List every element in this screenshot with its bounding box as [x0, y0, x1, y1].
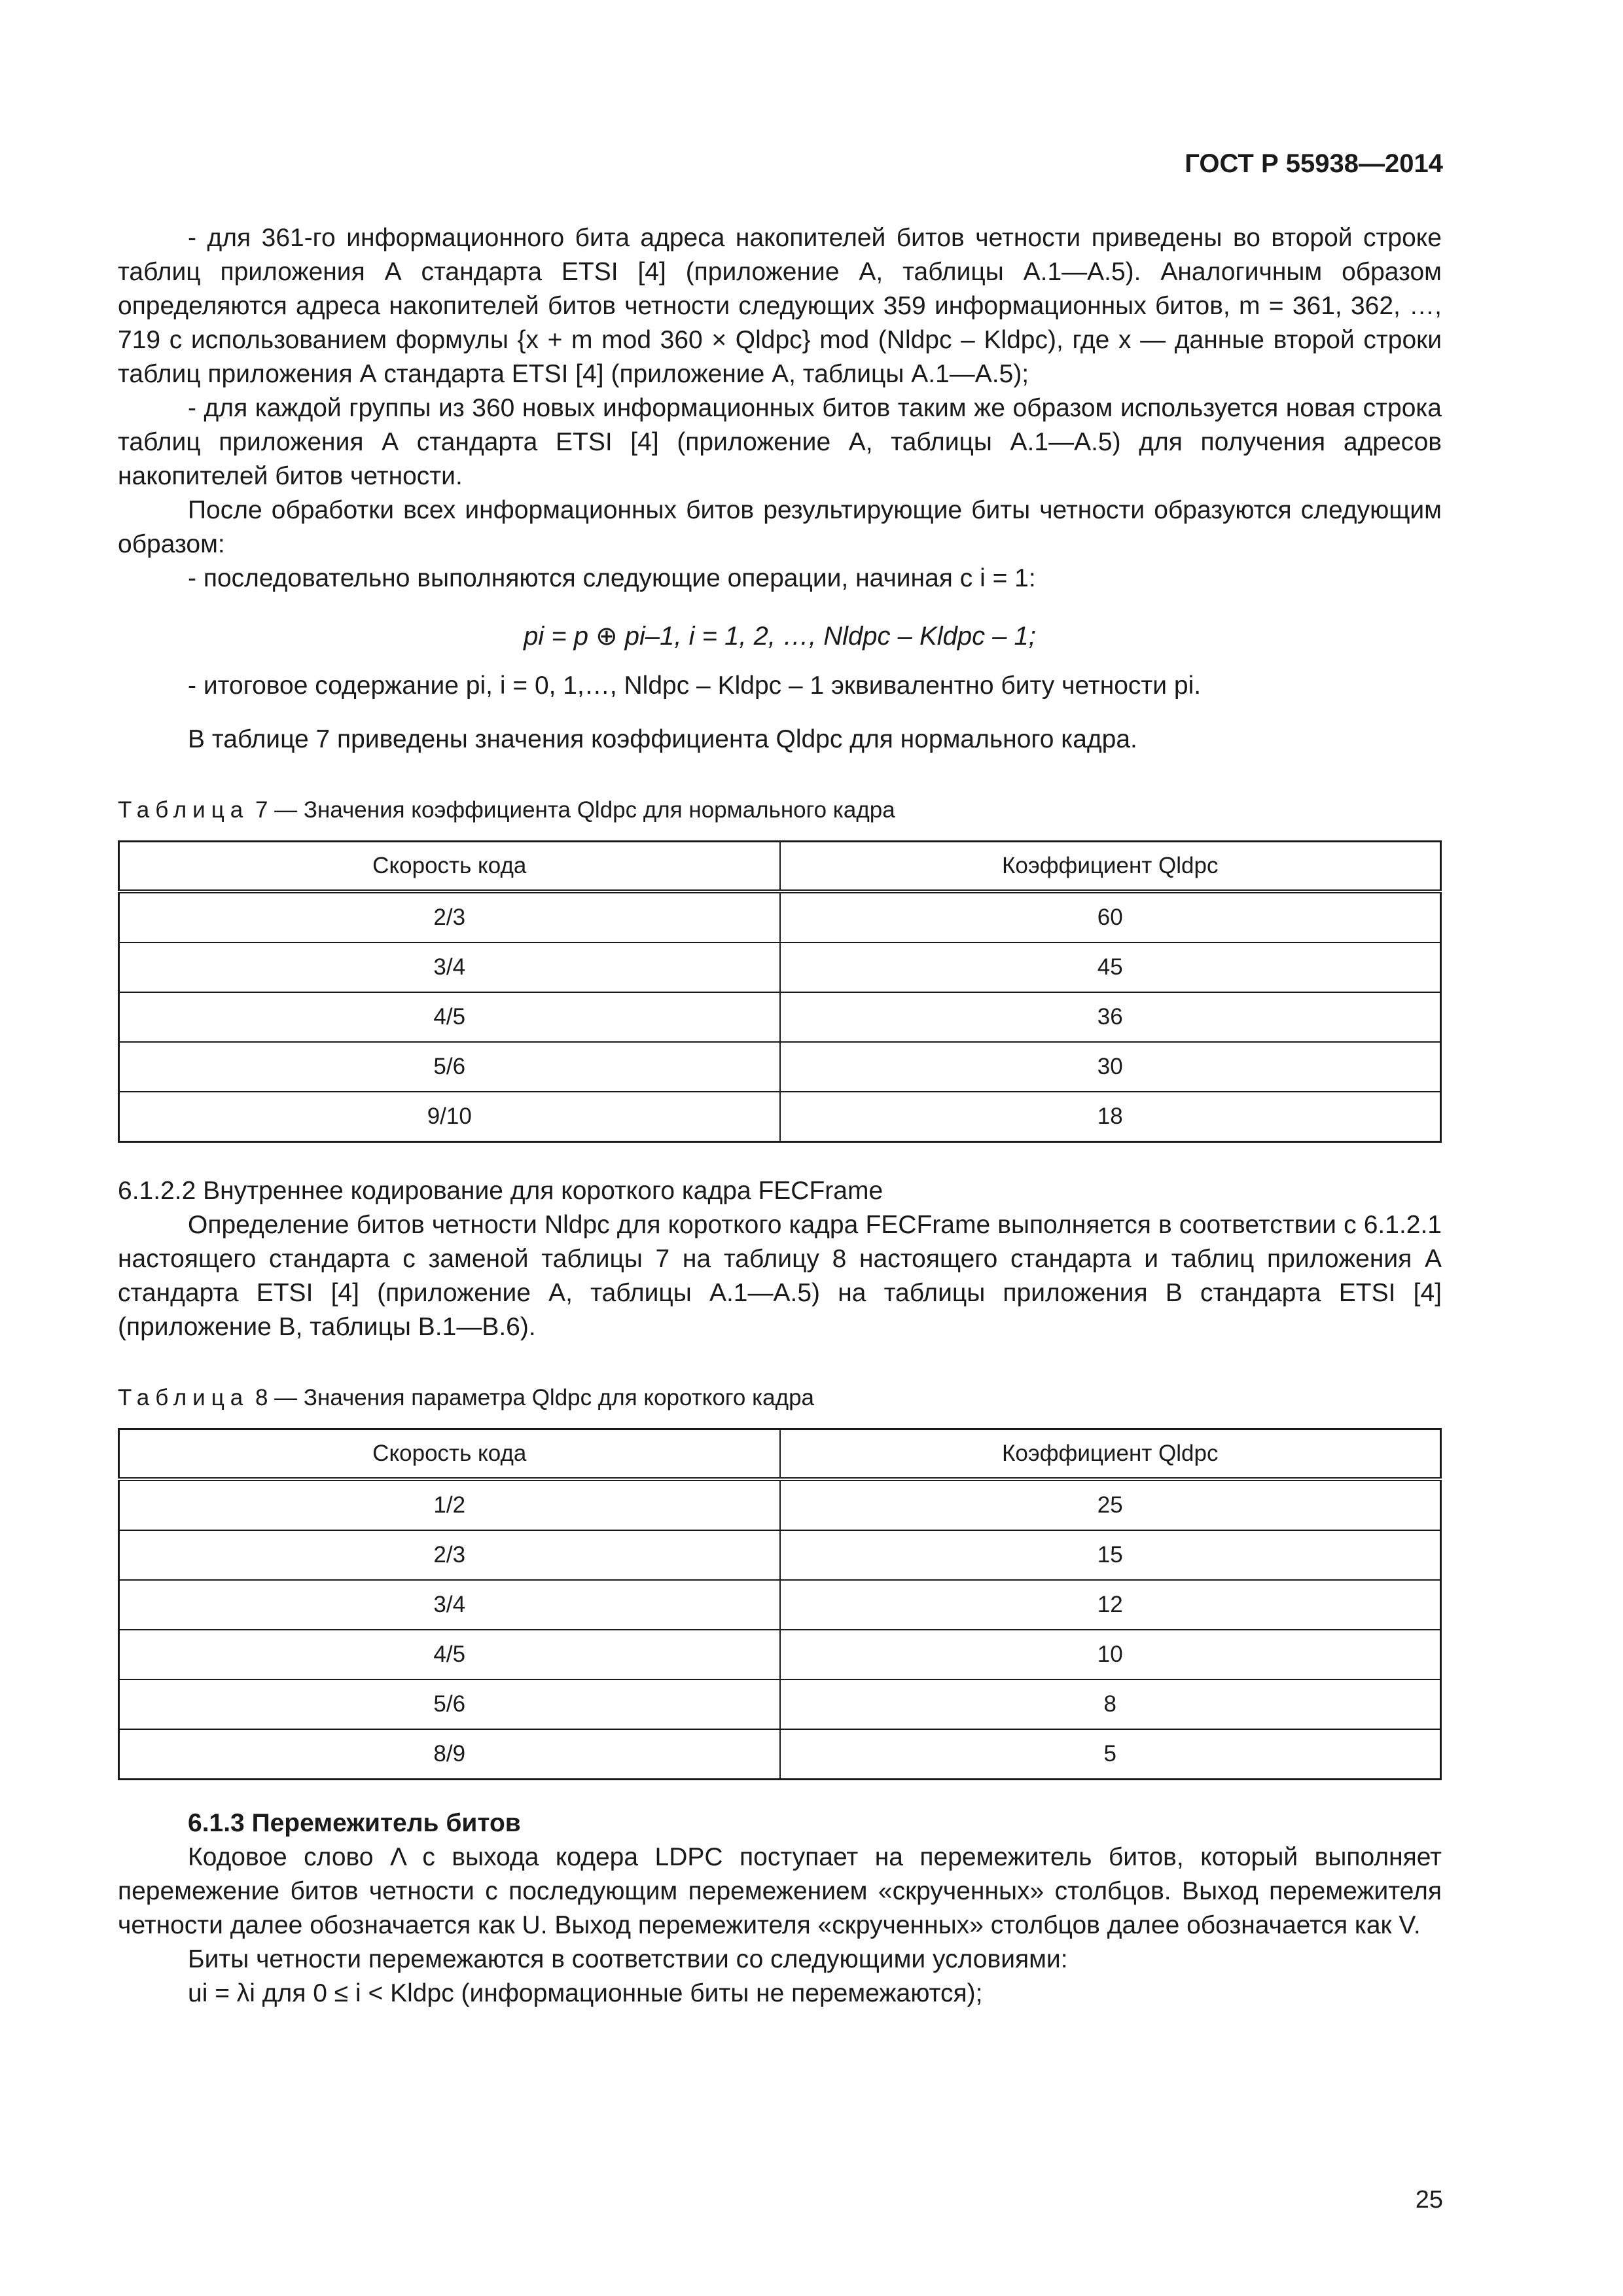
- paragraph-info-bits-condition: ui = λi для 0 ≤ i < Kldpc (информационные биты не перемежаются);: [188, 1979, 983, 2007]
- table-row: [119, 1630, 1441, 1679]
- code-rate-cell: 3/4: [119, 1580, 780, 1630]
- code-rate-cell: 8/9: [119, 1729, 780, 1780]
- table-row: [119, 1092, 1441, 1142]
- table7-caption-prefix: Таблица: [118, 797, 249, 823]
- table8-header-rate: Скорость кода: [119, 1429, 780, 1480]
- coefficient-cell: 12: [780, 1580, 1441, 1630]
- code-rate-cell: 5/6: [119, 1679, 780, 1729]
- table7-caption-text: 7 — Значения коэффициента Qldpc для нормального кадра: [255, 797, 895, 823]
- code-rate-cell: 3/4: [119, 942, 780, 992]
- table-row: [119, 1042, 1441, 1092]
- table7: [118, 840, 1442, 1143]
- paragraph-table7-intro: В таблице 7 приведены значения коэффициента Qldpc для нормального кадра.: [188, 725, 1137, 753]
- table-row: [119, 942, 1441, 992]
- code-rate-cell: 4/5: [119, 992, 780, 1042]
- table-row: [119, 1679, 1441, 1729]
- coefficient-cell: 15: [780, 1530, 1441, 1580]
- code-rate-cell: 4/5: [119, 1630, 780, 1679]
- table-row: [119, 1479, 1441, 1530]
- table8-header-coefficient: Коэффициент Qldpc: [780, 1429, 1441, 1480]
- document-id-header: ГОСТ Р 55938—2014: [1185, 149, 1443, 178]
- table7-header-coefficient: Коэффициент Qldpc: [780, 842, 1441, 892]
- parity-formula: pi = p ⊕ pi–1, i = 1, 2, …, Nldpc – Kldpc – 1;: [524, 622, 1036, 651]
- main-content: [118, 221, 1442, 2011]
- table8-caption-text: 8 — Значения параметра Qldpc для короткого кадра: [255, 1385, 814, 1410]
- page-number: 25: [1415, 2186, 1443, 2214]
- table-row: [119, 992, 1441, 1042]
- table-row: [119, 1580, 1441, 1630]
- section-6-1-2-2-title: 6.1.2.2 Внутреннее кодирование для короткого кадра FECFrame: [118, 1177, 883, 1205]
- paragraph-group-360: - для каждой группы из 360 новых информационных битов таким же образом используется новая строка таблиц приложения А стандарта ETSI [4] (приложение А, таблицы А.1—А.5) для получения адресов накопителей битов четности.: [118, 394, 1442, 490]
- table7-caption: [118, 793, 1442, 827]
- coefficient-cell: 25: [780, 1479, 1441, 1530]
- table7-header-row: [119, 842, 1441, 892]
- section-6-1-3-title: 6.1.3 Перемежитель битов: [188, 1809, 521, 1837]
- paragraph-short-frame: Определение битов четности Nldpc для короткого кадра FECFrame выполняется в соответствии с 6.1.2.1 настоящего стандарта с заменой таблицы 7 на таблицу 8 настоящего стандарта и таблиц приложения А стандарта ETSI [4] (приложение А, таблицы А.1—А.5) на таблицы приложения В стандарта ETSI [4] (приложение В, таблицы В.1—В.6).: [118, 1211, 1442, 1341]
- code-rate-cell: 1/2: [119, 1479, 780, 1530]
- paragraph-361-bit: - для 361-го информационного бита адреса накопителей битов четности приведены во второй строке таблиц приложения А стандарта ETSI [4] (приложение А, таблицы А.1—А.5). Аналогичным образом определяются адреса накопителей битов четности следующих 359 информационных битов, m = 361, 362, …, 719 с использованием формулы {x + m mod 360 × Qldpc} mod (Nldpc – Kldpc), где x — данные второй строки таблиц приложения А стандарта ETSI [4] (приложение А, таблицы А.1—А.5);: [118, 224, 1442, 388]
- coefficient-cell: 60: [780, 891, 1441, 942]
- paragraph-after-processing: После обработки всех информационных битов результирующие биты четности образуются следующим образом:: [118, 496, 1442, 558]
- coefficient-cell: 8: [780, 1679, 1441, 1729]
- table8-caption: [118, 1381, 1442, 1415]
- paragraph-parity-conditions: Биты четности перемежаются в соответствии со следующими условиями:: [188, 1945, 1068, 1973]
- table-row: [119, 1530, 1441, 1580]
- coefficient-cell: 18: [780, 1092, 1441, 1142]
- table-row: [119, 891, 1441, 942]
- coefficient-cell: 36: [780, 992, 1441, 1042]
- table7-header-rate: Скорость кода: [119, 842, 780, 892]
- paragraph-codeword: Кодовое слово Λ с выхода кодера LDPC поступает на перемежитель битов, который выполняет перемежение битов четности с последующим перемежением «скрученных» столбцов. Выход перемежителя четности далее обозначается как U. Выход перемежителя «скрученных» столбцов далее обозначается как V.: [118, 1843, 1442, 1939]
- paragraph-sequential-ops: - последовательно выполняются следующие операции, начиная с i = 1:: [188, 564, 1036, 592]
- coefficient-cell: 10: [780, 1630, 1441, 1679]
- code-rate-cell: 2/3: [119, 1530, 780, 1580]
- code-rate-cell: 5/6: [119, 1042, 780, 1092]
- code-rate-cell: 9/10: [119, 1092, 780, 1142]
- coefficient-cell: 45: [780, 942, 1441, 992]
- paragraph-final-content: - итоговое содержание pi, i = 0, 1,…, Nldpc – Kldpc – 1 эквивалентно биту четности pi.: [188, 672, 1202, 700]
- code-rate-cell: 2/3: [119, 891, 780, 942]
- table-row: [119, 1729, 1441, 1780]
- table8-caption-prefix: Таблица: [118, 1385, 249, 1410]
- coefficient-cell: 5: [780, 1729, 1441, 1780]
- coefficient-cell: 30: [780, 1042, 1441, 1092]
- table8: [118, 1428, 1442, 1780]
- table8-header-row: [119, 1429, 1441, 1480]
